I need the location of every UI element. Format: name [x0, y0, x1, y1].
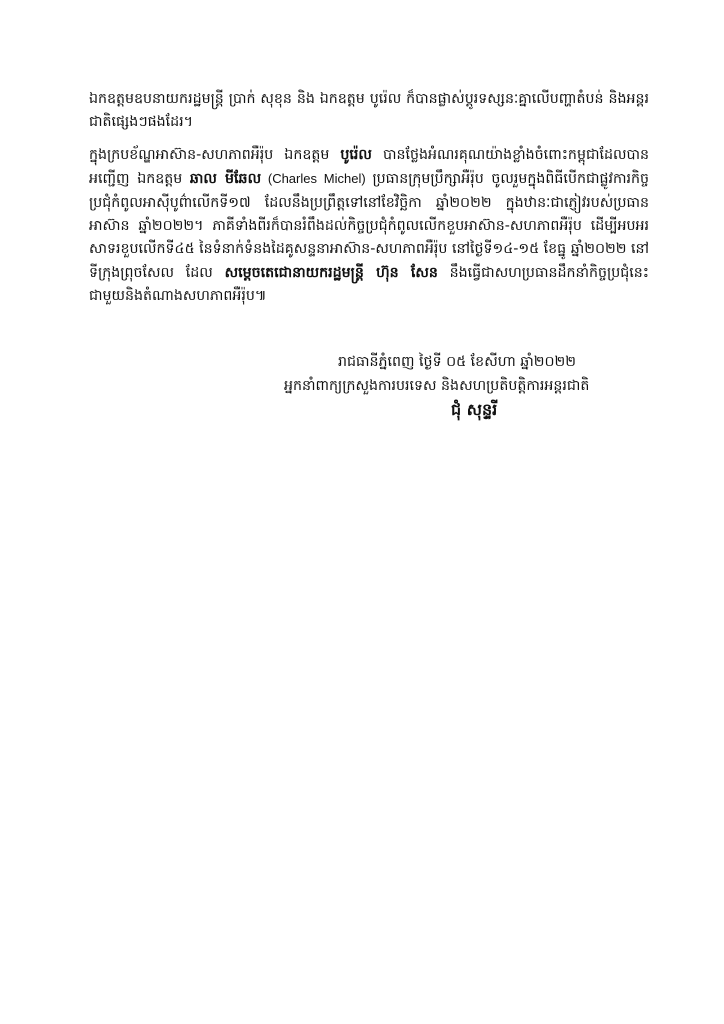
- spokesperson-title: អ្នកនាំពាក្យក្រសួងការបរទេស និងសហប្រតិបត្តិការអន្តរជាតិ: [284, 378, 590, 394]
- document-body: [89, 88, 649, 309]
- bold-name-prime-minister: សម្តេចតេជោនាយករដ្ឋមន្ត្រី ហ៊ុន សែន: [224, 264, 438, 281]
- bold-name-borrell: បូរ៉េល: [340, 146, 372, 163]
- paragraph-text-segment: ប្រធានក្រុមប្រឹក្សាអឺរ៉ុប ចូលរួមក្នុងពិធីបើកជាផ្លូវការកិច្ចប្រជុំកំពូលអាស៊ីបូព៌ាលើកទី១៧ ដែលនឹងប្រព្រឹត្តទៅនៅខែវិច្ឆិកា ឆ្នាំ២០២២ ក្នុងឋានៈជាភ្ញៀវរបស់ប្រធានអាស៊ាន ឆ្នាំ២០២២។ ភាគីទាំងពីរក៏បានរំពឹងដល់កិច្ចប្រជុំកំពូលលើកខួបអាស៊ាន-សហភាពអឺរ៉ុប ដើម្បីអបអរសាទរខួបលើកទី៤៥ នៃទំនាក់ទំនងដៃគូសន្ទនាអាស៊ាន-សហភាពអឺរ៉ុប នៅថ្ងៃទី១៤-១៥ ខែធ្នូ ឆ្នាំ២០២២ នៅទីក្រុងព្រុចសែល ដែល: [89, 171, 649, 281]
- paragraph-asean-eu: [89, 144, 649, 309]
- paragraph-text-segment: បានថ្លែងអំណរគុណយ៉ាងខ្លាំងចំពោះកម្ពុជាដែលបានអញ្ជើញ ឯកឧត្តម: [89, 146, 649, 188]
- signatory-name: ជុំ សុន្ទរី: [451, 400, 498, 419]
- paragraph-text-segment: ក្នុងក្របខ័ណ្ឌអាស៊ាន-សហភាពអឺរ៉ុប ឯកឧត្តម: [89, 146, 341, 163]
- date-line: រាជធានីភ្នំពេញ ថ្ងៃទី ០៥ ខែសីហា ឆ្នាំ២០២២: [338, 354, 576, 370]
- closing-block: [270, 350, 650, 422]
- paragraph-text-segment: នឹងធ្វើជាសហប្រធានដឹកនាំកិច្ចប្រជុំនេះជាមួយនិងតំណាងសហភាពអឺរ៉ុប៕: [89, 264, 649, 305]
- paragraph-exchange-views: ឯកឧត្តមឧបនាយករដ្ឋមន្ត្រី ប្រាក់ សុខុន និង ឯកឧត្តម បូរ៉េល ក៏បានផ្លាស់ប្តូរទស្សនៈគ្នាលើបញ្ហាតំបន់ និងអន្តរជាតិផ្សេងៗផងដែរ។: [89, 91, 649, 131]
- bold-name-charles-michel: ឆាល មីឆែល: [189, 171, 262, 188]
- latin-name-charles-michel: (Charles Michel): [261, 171, 373, 187]
